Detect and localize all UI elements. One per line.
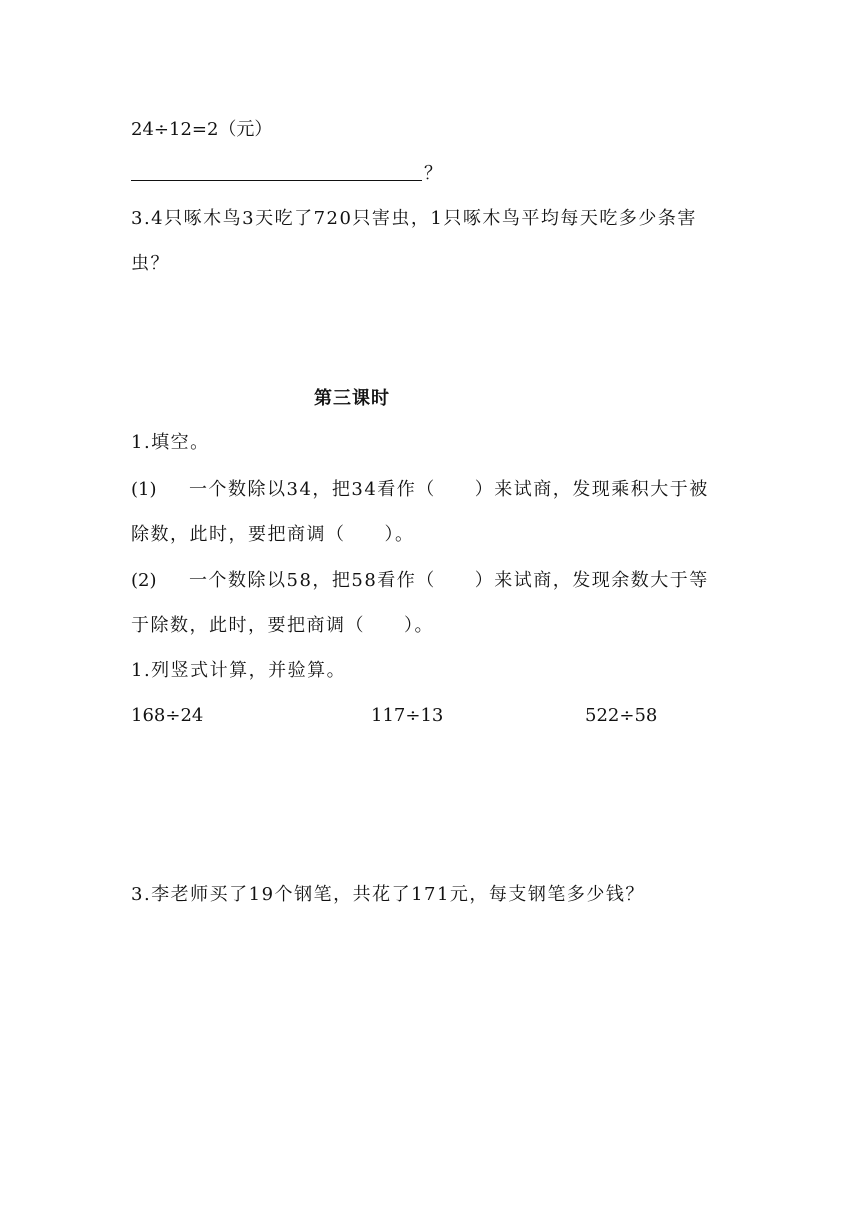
calc-item-3: 522÷58 bbox=[585, 705, 658, 726]
question-mark: ？ bbox=[424, 163, 442, 184]
question-1-line-1: 一个数除以34，把34看作（ ）来试商，发现乘积大于被 bbox=[189, 479, 709, 500]
problem-3-line-1: 3.4只啄木鸟3天吃了720只害虫，1只啄木鸟平均每天吃多少条害 bbox=[131, 208, 697, 229]
question-2-line-1: 一个数除以58，把58看作（ ）来试商，发现余数大于等 bbox=[189, 570, 709, 591]
calc-item-1: 168÷24 bbox=[131, 705, 204, 726]
equation-line: 24÷12=2（元） bbox=[131, 119, 273, 140]
question-1-number: (1) bbox=[131, 479, 157, 500]
calculation-heading: 1.列竖式计算，并验算。 bbox=[131, 660, 347, 681]
question-1-line-2: 除数，此时，要把商调（ ）。 bbox=[131, 524, 415, 545]
problem-3-line-2: 虫？ bbox=[131, 253, 170, 274]
question-2-line-2: 于除数，此时，要把商调（ ）。 bbox=[131, 615, 434, 636]
calc-item-2: 117÷13 bbox=[371, 705, 444, 726]
question-2-number: (2) bbox=[131, 570, 157, 591]
lesson-title: 第三课时 bbox=[314, 388, 390, 409]
word-problem: 3.李老师买了19个钢笔，共花了171元，每支钢笔多少钱？ bbox=[131, 884, 645, 905]
answer-blank bbox=[131, 180, 422, 181]
fill-in-heading: 1.填空。 bbox=[131, 432, 210, 453]
